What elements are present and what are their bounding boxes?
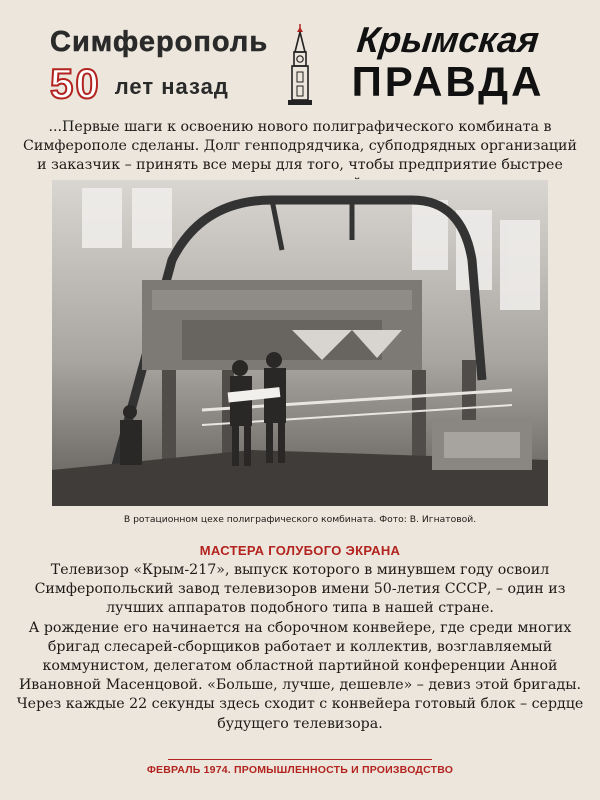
header — [0, 20, 600, 110]
header-years-number: 50 — [50, 60, 101, 107]
clock-tower-icon — [282, 22, 318, 108]
photo-caption: В ротационном цехе полиграфического комбината. Фото: В. Игнатовой. — [123, 514, 477, 525]
printing-plant-photo — [52, 180, 548, 506]
printing-plant-photo-icon — [52, 180, 548, 506]
article-paragraph: Телевизор «Крым-217», выпуск которого в минувшем году освоил Симферопольский завод телевизоров имени 50-летия СССР, – один из лучших аппаратов подобного типа в нашей стране. — [34, 562, 566, 617]
lead-paragraph: ...Первые шаги к освоению нового полиграфического комбината в Симферополе сделаны. Долг генподрядчика, субподрядных организаций и заказчик – принять все меры для того, чтобы предприятие быстрее — [23, 119, 577, 173]
article-paragraph: А рождение его начинается на сборочном конвейере, где среди многих бригад слесарей-сборщиков работает и коллектив, возглавляемый коммунистом, делегатом областной партийной конференции Анной Ивановной Масенцовой. «Больше, лучше, дешевле» – девиз этой бригады. Через каждые 22 секунды здесь сходит с конвейера готовый блок – сердце будущего телевизора. — [16, 619, 584, 732]
article-body — [14, 561, 586, 734]
article-title: МАСТЕРА ГОЛУБОГО ЭКРАНА — [199, 543, 401, 558]
header-years — [50, 60, 229, 107]
footer-divider — [168, 759, 432, 760]
newspaper-logo-line1: Крымская — [355, 19, 541, 60]
newspaper-logo — [338, 20, 558, 104]
header-years-text: лет назад — [114, 74, 229, 99]
header-city: Симферополь — [50, 26, 269, 58]
newspaper-logo-line2: ПРАВДА — [351, 58, 545, 105]
footer-section-label: ФЕВРАЛЬ 1974. ПРОМЫШЛЕННОСТЬ И ПРОИЗВОДСТВО — [146, 764, 454, 776]
